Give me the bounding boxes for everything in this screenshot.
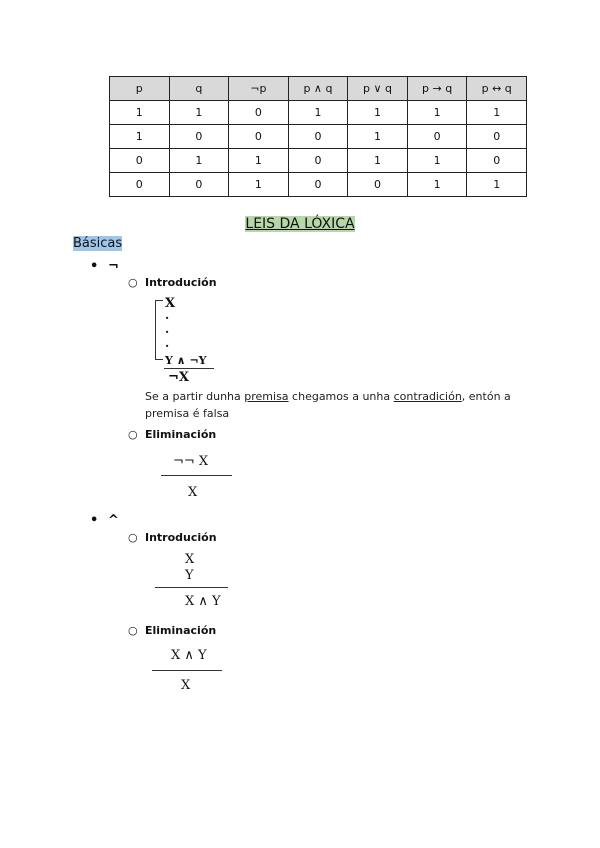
header-q: q — [169, 77, 229, 101]
negation-explanation — [145, 388, 525, 422]
table-cell: 0 — [407, 125, 467, 149]
proof-conclusion: ¬X — [168, 370, 189, 385]
table-cell: 0 — [229, 101, 289, 125]
table-row — [110, 173, 527, 197]
table-cell: 0 — [467, 125, 527, 149]
rule-premise: Y — [185, 568, 194, 583]
table-cell: 1 — [407, 173, 467, 197]
table-cell: 1 — [110, 125, 170, 149]
rule-premise: X — [185, 552, 195, 567]
bullet-circle-icon: ○ — [128, 428, 138, 441]
table-cell: 0 — [467, 149, 527, 173]
header-p: p — [110, 77, 170, 101]
proof-bracket-top — [155, 300, 163, 301]
conjunction-symbol: ^ — [108, 513, 119, 528]
bullet-dot-icon: • — [90, 513, 99, 528]
rule-line — [161, 475, 232, 476]
table-cell: 1 — [169, 101, 229, 125]
negation-symbol: ¬ — [108, 259, 119, 274]
header-iff: p ↔ q — [467, 77, 527, 101]
table-cell: 1 — [229, 149, 289, 173]
table-cell: 1 — [467, 173, 527, 197]
table-cell: 0 — [288, 125, 348, 149]
table-row — [110, 101, 527, 125]
bullet-circle-icon: ○ — [128, 531, 138, 544]
term-premisa: premisa — [244, 390, 289, 403]
proof-bracket-line — [155, 300, 156, 360]
rule-premise: ¬¬ X — [173, 454, 209, 469]
table-row — [110, 149, 527, 173]
table-cell: 1 — [288, 101, 348, 125]
bullet-circle-icon: ○ — [128, 276, 138, 289]
rule-conclusion: X — [188, 485, 198, 500]
table-cell: 1 — [348, 125, 408, 149]
table-cell: 1 — [348, 101, 408, 125]
proof-premise: X — [165, 296, 176, 311]
header-not-p: ¬p — [229, 77, 289, 101]
header-implies: p → q — [407, 77, 467, 101]
section-heading — [73, 236, 122, 251]
rule-conclusion: X — [181, 678, 191, 693]
paragraph-text: chegamos a unha — [288, 390, 394, 403]
table-cell: 0 — [288, 173, 348, 197]
rule-premise: X ∧ Y — [171, 648, 207, 663]
rule-line — [155, 587, 228, 588]
rule-line — [152, 670, 222, 671]
table-cell: 1 — [110, 101, 170, 125]
conjunction-elim-label: Eliminación — [145, 624, 217, 637]
table-cell: 1 — [229, 173, 289, 197]
header-or: p ∨ q — [348, 77, 408, 101]
table-cell: 1 — [169, 149, 229, 173]
table-cell: 1 — [467, 101, 527, 125]
table-cell: 0 — [110, 173, 170, 197]
rule-conclusion: X ∧ Y — [185, 594, 221, 609]
proof-dot: · — [165, 325, 170, 339]
table-cell: 0 — [348, 173, 408, 197]
paragraph-text: Se a partir dunha — [145, 390, 245, 403]
truth-table-header-row — [110, 77, 527, 101]
table-cell: 1 — [348, 149, 408, 173]
proof-contradiction: Y ∧ ¬Y — [165, 354, 207, 367]
negation-intro-label: Introdución — [145, 276, 217, 289]
truth-table — [109, 76, 527, 197]
bullet-circle-icon: ○ — [128, 624, 138, 637]
table-cell: 0 — [288, 149, 348, 173]
table-cell: 0 — [229, 125, 289, 149]
negation-elim-label: Eliminación — [145, 428, 217, 441]
table-row — [110, 125, 527, 149]
table-cell: 1 — [407, 149, 467, 173]
proof-dot: · — [165, 311, 170, 325]
proof-bracket-bottom — [155, 359, 163, 360]
page-title — [0, 216, 600, 232]
header-and: p ∧ q — [288, 77, 348, 101]
section-heading-text: Básicas — [73, 236, 123, 251]
conjunction-intro-label: Introdución — [145, 531, 217, 544]
term-contradicion: contradición — [393, 390, 462, 403]
table-cell: 0 — [169, 125, 229, 149]
bullet-dot-icon: • — [90, 259, 99, 274]
paragraph-text: , entón a premisa é falsa — [145, 390, 511, 420]
table-cell: 0 — [110, 149, 170, 173]
proof-dot: · — [165, 339, 170, 353]
page-title-text: LEIS DA LÓXICA — [245, 216, 355, 232]
table-cell: 1 — [407, 101, 467, 125]
table-cell: 0 — [169, 173, 229, 197]
proof-rule-line — [164, 368, 214, 369]
